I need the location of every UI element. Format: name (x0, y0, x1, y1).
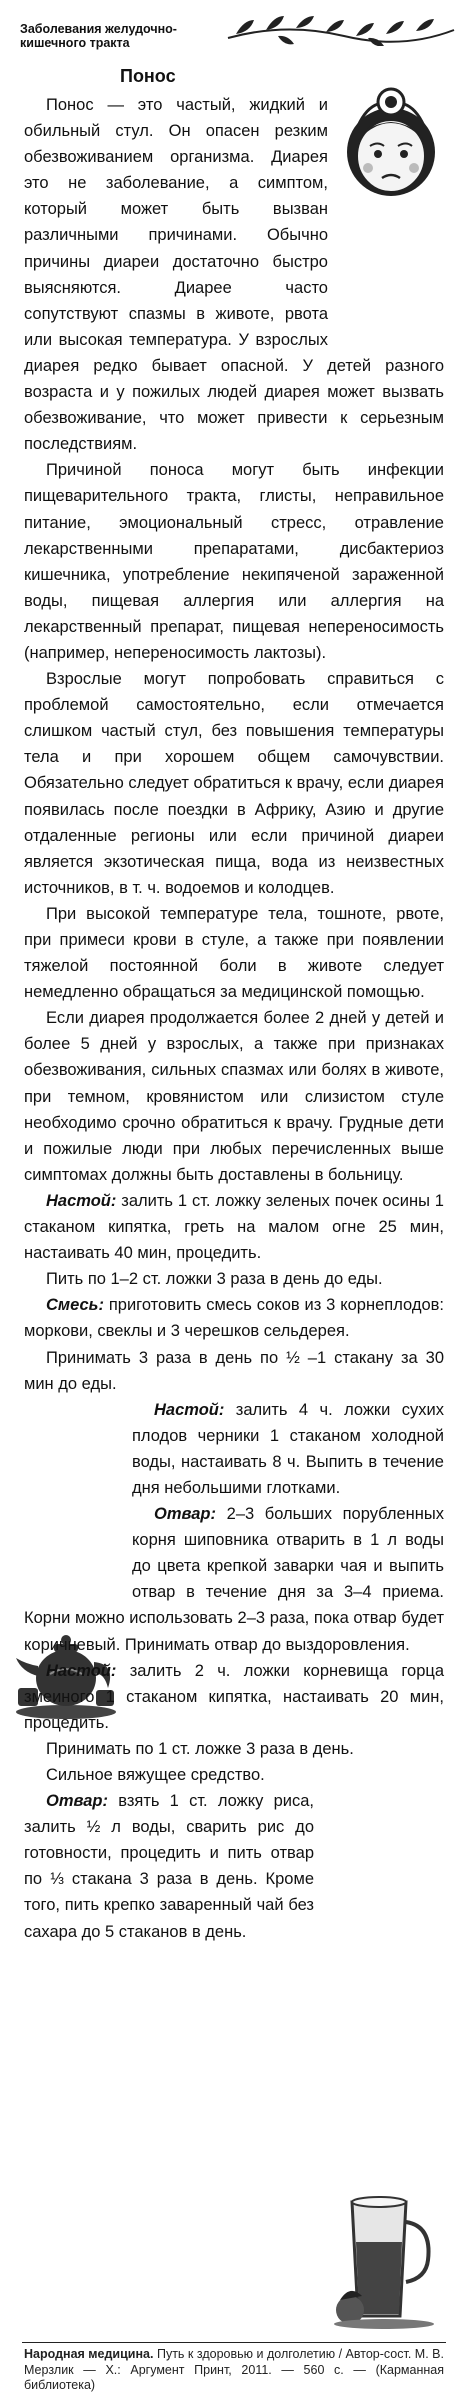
face-float-spacer (328, 92, 444, 347)
recipe-text: взять 1 ст. ложку риса, залить ½ л воды, сварить рис до готовности, процедить и пить отвар по ⅓ стакана 3 раза в день. Кроме того, пить крепко заваренный чай без сахара до 5 стаканов в день. (24, 1792, 314, 1941)
recipe-aspen-infusion (24, 1188, 444, 1266)
paragraph-4: При высокой температуре тела, тошноте, рвоте, при примеси крови в стуле, а также при появлении тяжелой постоянной боли в животе следует немедленно обращаться за медицинской помощью. (24, 904, 444, 1002)
footer-divider (22, 2342, 446, 2343)
recipe-juice-mix (24, 1292, 444, 1344)
paragraph-2: Причиной поноса могут быть инфекции пищеварительного тракта, глисты, неправильное питание, эмоциональный стресс, отравление лекарственными препаратами, дисбактериоз кишечника, употребление некипяченой зараженной воды, пищевая аллергия или аллергия на лекарственный препарат, пищевая непереносимость (например, непереносимость лактозы). (24, 461, 444, 662)
recipe-keyword: Отвар: (154, 1505, 217, 1524)
recipe-text: залить 2 ч. ложки корневища горца змеиного 1 стаканом кипятка, настаивать 20 мин, процедить. (24, 1661, 444, 1732)
recipe-bistort-infusion (24, 1658, 444, 1736)
recipe-text: 2–3 больших порубленных корня шиповника отварить в 1 л воды до цвета крепкой заварки чая и выпить отвар в течение дня за 3–4 приема. Корни можно использовать 2–3 раза, пока отвар будет коричневый. Принимать отвар до выздоровления. (24, 1505, 444, 1654)
paragraph-5: Если диарея продолжается более 2 дней у детей и более 5 дней у взрослых, а также при признаках обезвоживания, сильных спазмах или болях в животе, при темном, кровянистом или слизистом стуле необходимо срочно обратиться к врачу. Грудные дети и пожилые люди при любых перечисленных выше симптомах должны быть доставлены в больницу. (24, 1009, 444, 1184)
recipe-keyword: Настой: (46, 1661, 117, 1680)
book-title: Народная медицина. (24, 2347, 154, 2361)
citation-text: Путь к здоровью и долголетию / Автор-сост. М. В. Мерзлик — Х.: Аргумент Принт, 2011. — 560 с. — (Карманная библиотека) (24, 2347, 444, 2392)
recipe-keyword: Настой: (46, 1191, 117, 1210)
recipe-keyword: Смесь: (46, 1296, 104, 1315)
recipe-keyword: Отвар: (46, 1792, 109, 1811)
paragraph-1: Понос — это частый, жидкий и обильный стул. Он опасен резким обезвоживанием организма. Диарея это не заболевание, а симптом, который может быть вызван различными причинами. Обычно причины диареи достаточно быстро выясняются. Диарее часто сопутствуют спазмы в животе, рвота или высокая температура. У взрослых диарея редко бывает опасной. У детей разного возраста и у пожилых людей диарея может вызвать обезвоживание, что может привести к серьезным последствиям. (24, 96, 444, 454)
recipe-text: залить 1 ст. ложку зеленых почек осины 1 стаканом кипятка, греть на малом огне 25 мин, настаивать 40 мин, процедить. (24, 1191, 444, 1263)
recipe-dosage: Пить по 1–2 ст. ложки 3 раза в день до еды. (46, 1270, 383, 1289)
teapot-float-spacer (24, 1401, 132, 1601)
section-title: Заболевания желудочно-кишечного тракта (20, 22, 177, 50)
paragraph-3: Взрослые могут попробовать справиться с проблемой самостоятельно, если отмечается слишком частый стул, без повышения температуры тела и при хорошем общем самочувствии. Обязательно следует обратиться к врачу, если диарея появилась после поездки в Африку, Азию и другие отдаленные регионы или если причиной диареи является экзотическая пища, вода из неизвестных источников, в т. ч. водоемов и колодцев. (24, 670, 444, 897)
glass-float-spacer (314, 1794, 444, 1979)
recipe-note: Сильное вяжущее средство. (46, 1766, 265, 1784)
recipe-text: приготовить смесь соков из 3 корнеплодов: моркови, свеклы и 3 черешков сельдерея. (24, 1296, 444, 1341)
article-title: Понос (120, 66, 176, 86)
recipe-dosage: Принимать по 1 ст. ложке 3 раза в день. (46, 1739, 354, 1758)
leaf-ornament-icon (226, 16, 456, 46)
article-body (24, 92, 444, 1979)
page-header (14, 0, 446, 60)
recipe-keyword: Настой: (154, 1400, 225, 1419)
recipe-dosage: Принимать 3 раза в день по ½ –1 стакану за 30 мин до еды. (24, 1348, 444, 1393)
book-citation (24, 2347, 444, 2394)
recipe-text: залить 4 ч. ложки сухих плодов черники 1 стаканом холодной воды, настаивать 8 ч. Выпить в течение дня небольшими глотками. (132, 1400, 444, 1497)
tea-glass-illustration (322, 2182, 446, 2332)
